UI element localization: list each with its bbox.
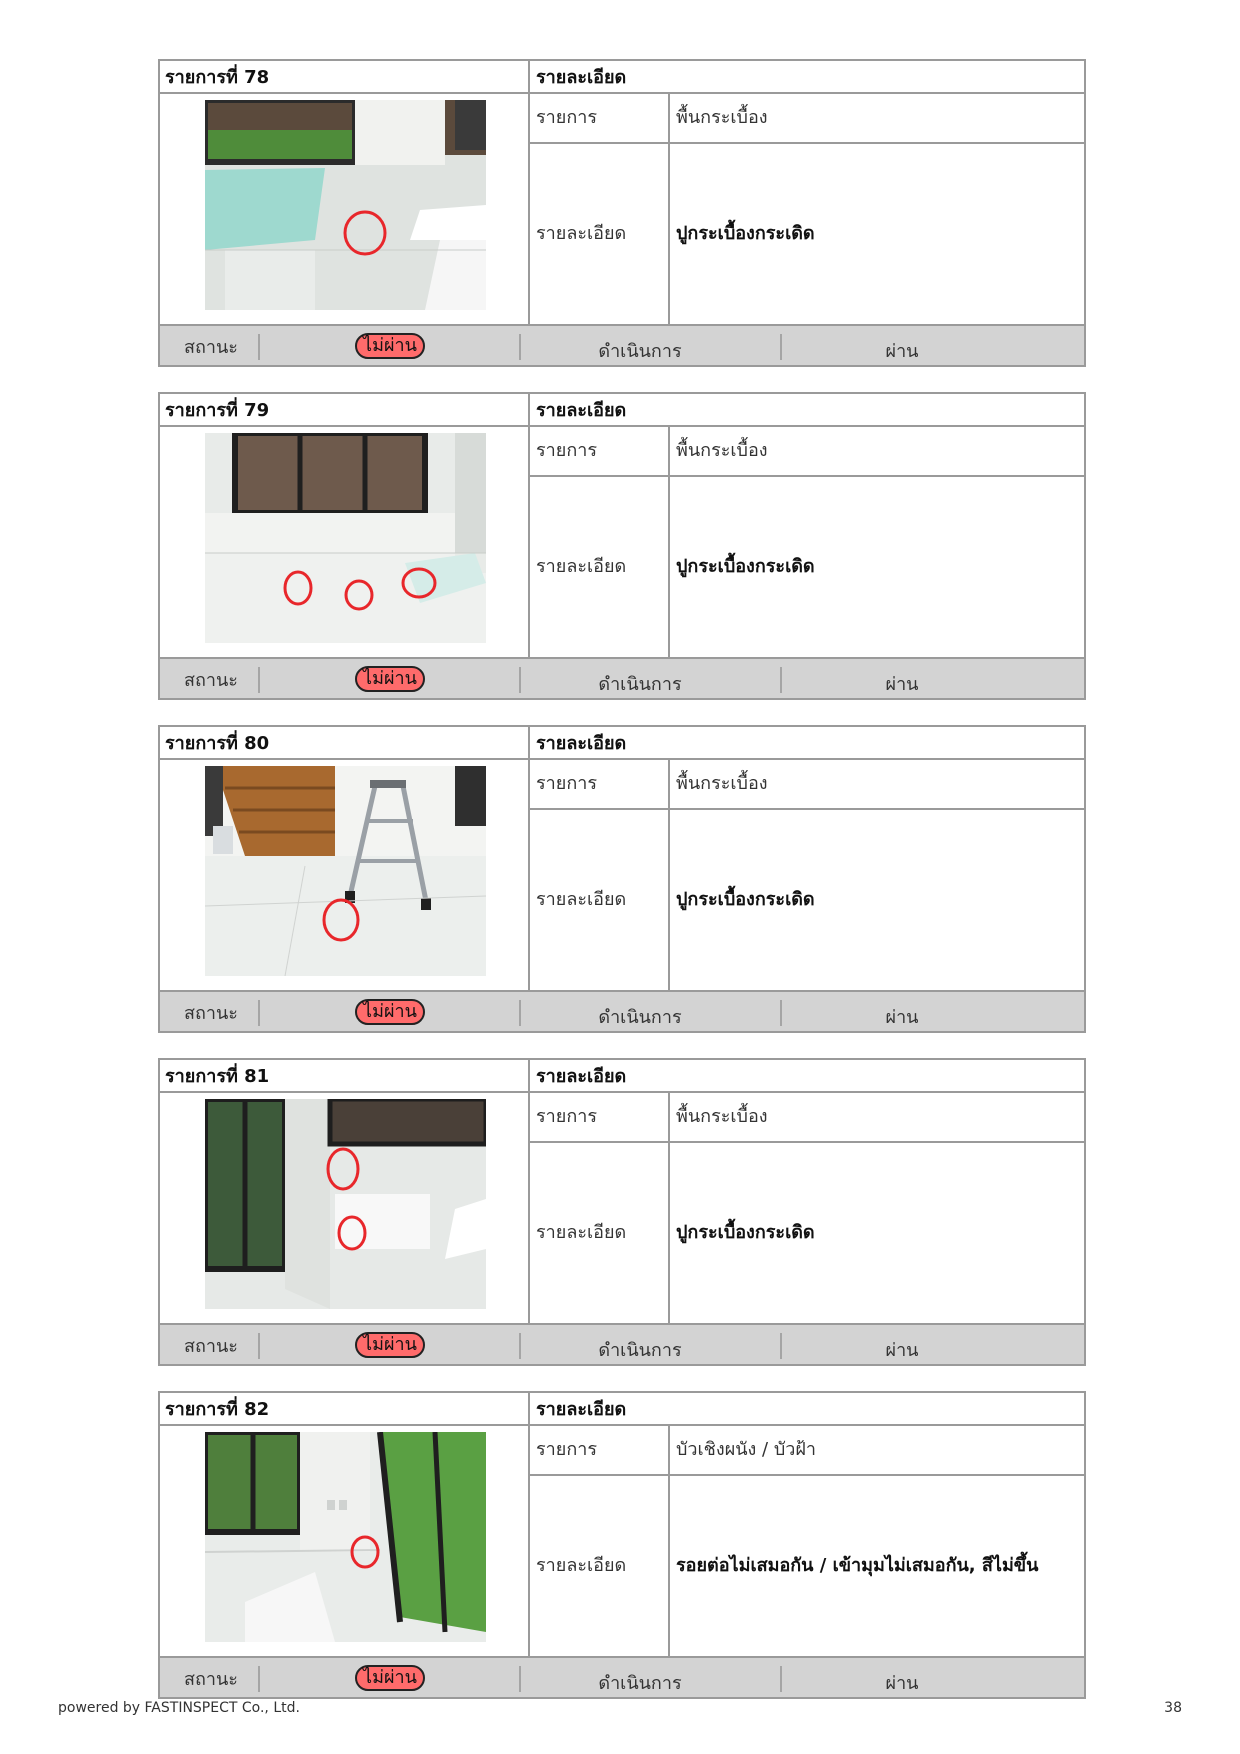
- status-label: สถานะ: [184, 670, 238, 691]
- item-description: ปูกระเบื้องกระเดิด: [676, 556, 815, 577]
- item-label: รายการ: [530, 94, 670, 144]
- item-description: ปูกระเบื้องกระเดิด: [676, 223, 815, 244]
- inspection-item-82: [158, 1391, 1086, 1699]
- item-category: พื้นกระเบื้อง: [670, 427, 1084, 477]
- photo-cell: [160, 1426, 530, 1656]
- detail-label: รายละเอียด: [530, 1143, 670, 1323]
- status-bar: [160, 1656, 1084, 1697]
- item-title: รายการที่ 81: [160, 1060, 530, 1093]
- photo-cell: [160, 1093, 530, 1323]
- footer-powered-by: powered by FASTINSPECT Co., Ltd.: [58, 1700, 300, 1716]
- details-header: รายละเอียด: [530, 61, 1084, 94]
- divider: [780, 1666, 782, 1692]
- status-bar: [160, 324, 1084, 365]
- divider: [258, 1000, 260, 1026]
- item-title: รายการที่ 79: [160, 394, 530, 427]
- detail-label: รายละเอียด: [530, 144, 670, 324]
- item-category: พื้นกระเบื้อง: [670, 1093, 1084, 1143]
- divider: [258, 667, 260, 693]
- item-title: รายการที่ 80: [160, 727, 530, 760]
- action-button[interactable]: ดำเนินการ: [598, 674, 682, 695]
- details-header: รายละเอียด: [530, 1060, 1084, 1093]
- item-description: ปูกระเบื้องกระเดิด: [676, 889, 815, 910]
- inspection-item-81: [158, 1058, 1086, 1366]
- divider: [519, 1333, 521, 1359]
- details-header: รายละเอียด: [530, 394, 1084, 427]
- pass-button[interactable]: ผ่าน: [885, 1340, 919, 1361]
- divider: [780, 334, 782, 360]
- item-description: รอยต่อไม่เสมอกัน / เข้ามุมไม่เสมอกัน, สีไม่ขึ้น: [676, 1555, 1039, 1576]
- action-button[interactable]: ดำเนินการ: [598, 1007, 682, 1028]
- item-label: รายการ: [530, 427, 670, 477]
- divider: [519, 334, 521, 360]
- defect-photo[interactable]: [205, 100, 486, 310]
- item-category: พื้นกระเบื้อง: [670, 94, 1084, 144]
- item-category: บัวเชิงผนัง / บัวฝ้า: [670, 1426, 1084, 1476]
- divider: [780, 667, 782, 693]
- details-header: รายละเอียด: [530, 727, 1084, 760]
- status-label: สถานะ: [184, 1003, 238, 1024]
- item-title: รายการที่ 82: [160, 1393, 530, 1426]
- inspection-item-78: [158, 59, 1086, 367]
- photo-cell: [160, 427, 530, 657]
- divider: [519, 1000, 521, 1026]
- divider: [780, 1000, 782, 1026]
- status-label: สถานะ: [184, 1669, 238, 1690]
- details-header: รายละเอียด: [530, 1393, 1084, 1426]
- divider: [519, 1666, 521, 1692]
- item-title: รายการที่ 78: [160, 61, 530, 94]
- divider: [519, 667, 521, 693]
- pass-button[interactable]: ผ่าน: [885, 674, 919, 695]
- status-label: สถานะ: [184, 337, 238, 358]
- status-badge-fail[interactable]: ไม่ผ่าน: [355, 999, 425, 1025]
- defect-photo[interactable]: [205, 766, 486, 976]
- inspection-item-79: [158, 392, 1086, 700]
- detail-label: รายละเอียด: [530, 1476, 670, 1656]
- item-description: ปูกระเบื้องกระเดิด: [676, 1222, 815, 1243]
- divider: [258, 1333, 260, 1359]
- page-number: 38: [1164, 1700, 1182, 1716]
- item-label: รายการ: [530, 1426, 670, 1476]
- pass-button[interactable]: ผ่าน: [885, 1007, 919, 1028]
- action-button[interactable]: ดำเนินการ: [598, 1340, 682, 1361]
- action-button[interactable]: ดำเนินการ: [598, 341, 682, 362]
- photo-cell: [160, 760, 530, 990]
- action-button[interactable]: ดำเนินการ: [598, 1673, 682, 1694]
- pass-button[interactable]: ผ่าน: [885, 1673, 919, 1694]
- status-badge-fail[interactable]: ไม่ผ่าน: [355, 1332, 425, 1358]
- item-label: รายการ: [530, 1093, 670, 1143]
- divider: [258, 1666, 260, 1692]
- status-badge-fail[interactable]: ไม่ผ่าน: [355, 1665, 425, 1691]
- inspection-item-80: [158, 725, 1086, 1033]
- photo-cell: [160, 94, 530, 324]
- defect-photo[interactable]: [205, 1099, 486, 1309]
- status-badge-fail[interactable]: ไม่ผ่าน: [355, 666, 425, 692]
- divider: [780, 1333, 782, 1359]
- defect-photo[interactable]: [205, 433, 486, 643]
- status-label: สถานะ: [184, 1336, 238, 1357]
- defect-photo[interactable]: [205, 1432, 486, 1642]
- status-bar: [160, 1323, 1084, 1364]
- status-bar: [160, 990, 1084, 1031]
- detail-label: รายละเอียด: [530, 810, 670, 990]
- item-category: พื้นกระเบื้อง: [670, 760, 1084, 810]
- item-label: รายการ: [530, 760, 670, 810]
- status-badge-fail[interactable]: ไม่ผ่าน: [355, 333, 425, 359]
- detail-label: รายละเอียด: [530, 477, 670, 657]
- status-bar: [160, 657, 1084, 698]
- pass-button[interactable]: ผ่าน: [885, 341, 919, 362]
- divider: [258, 334, 260, 360]
